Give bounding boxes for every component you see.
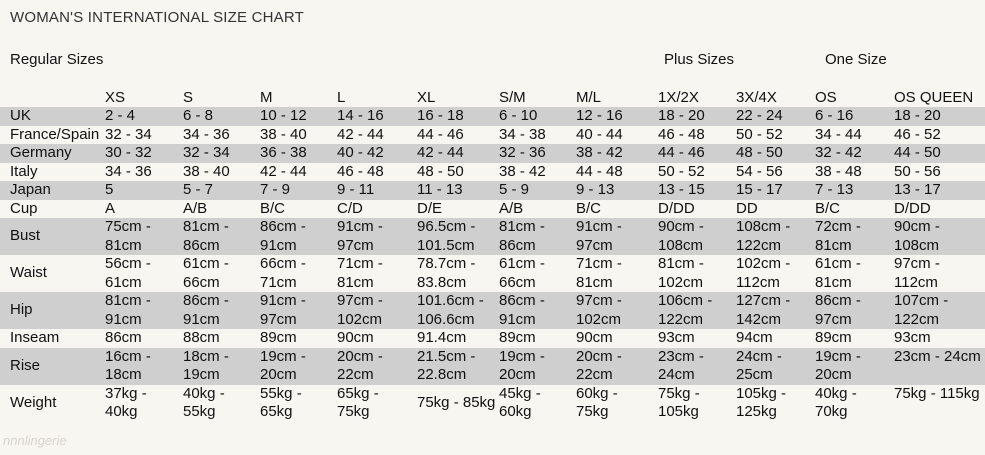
table-cell: 86cm - 91cm xyxy=(250,218,327,255)
table-cell: 44 - 46 xyxy=(417,125,464,143)
table-cell: 91.4cm xyxy=(417,329,467,346)
table-cell: 11 - 13 xyxy=(407,181,489,200)
table-cell: A/B xyxy=(499,199,524,217)
table-cell: 86cm - 97cm xyxy=(805,292,884,329)
table-cell: DD xyxy=(736,199,758,217)
table-cell: 75cm - 81cm xyxy=(95,218,173,255)
table-cell: 40kg - 70kg xyxy=(815,384,857,420)
table-cell: 71cm - 81cm xyxy=(576,255,622,291)
table-cell: 75kg - 115kg xyxy=(894,384,980,402)
row-label: UK xyxy=(0,107,95,126)
column-header: XS xyxy=(105,88,126,106)
table-row xyxy=(0,200,985,219)
table-cell: B/C xyxy=(260,199,286,217)
table-cell: 81cm - 102cm xyxy=(658,255,704,291)
table-row xyxy=(0,292,985,329)
column-header: M xyxy=(260,88,273,106)
table-cell: 44 - 50 xyxy=(884,144,985,163)
table-cell: 34 - 36 xyxy=(105,162,152,180)
table-cell: 44 - 48 xyxy=(576,162,623,180)
table-row xyxy=(0,126,985,145)
table-cell: 78.7cm - 83.8cm xyxy=(417,255,476,291)
table-cell: 86cm xyxy=(105,329,142,346)
table-cell: 86cm - 91cm xyxy=(173,292,250,329)
table-cell: 93cm xyxy=(894,329,931,346)
table-cell: 38 - 48 xyxy=(815,162,862,180)
row-label: Weight xyxy=(10,393,57,411)
column-header-row xyxy=(0,78,985,107)
row-label: Bust xyxy=(0,218,95,255)
table-cell: 32 - 42 xyxy=(805,144,884,163)
table-cell: 101.6cm - 106.6cm xyxy=(407,292,489,329)
table-cell: 89cm xyxy=(815,329,852,346)
table-cell: 5 - 7 xyxy=(173,181,250,200)
table-cell: 13 - 17 xyxy=(884,181,985,200)
table-cell: 71cm - 81cm xyxy=(337,255,383,291)
table-cell: 19cm - 20cm xyxy=(250,348,327,385)
table-cell: 90cm xyxy=(576,329,613,346)
table-cell: D/DD xyxy=(658,199,695,217)
row-label: Waist xyxy=(10,264,47,282)
table-cell: 37kg - 40kg xyxy=(105,384,147,420)
header-empty xyxy=(0,78,95,107)
table-cell: 96.5cm - 101.5cm xyxy=(407,218,489,255)
group-label-regular: Regular Sizes xyxy=(10,51,104,68)
column-header: L xyxy=(337,88,346,106)
table-cell: 93cm xyxy=(658,329,695,346)
table-cell: 19cm - 20cm xyxy=(489,348,566,385)
table-cell: 72cm - 81cm xyxy=(805,218,884,255)
table-cell: 50 - 52 xyxy=(658,162,705,180)
table-cell: 56cm - 61cm xyxy=(105,255,151,291)
table-cell: A xyxy=(105,199,116,217)
table-cell: 13 - 15 xyxy=(648,181,726,200)
table-cell: 81cm - 86cm xyxy=(173,218,250,255)
table-cell: A/B xyxy=(183,199,208,217)
watermark: nnnlingerie xyxy=(3,433,67,448)
table-cell: 97cm - 102cm xyxy=(566,292,648,329)
table-row xyxy=(0,348,985,385)
table-cell: 40 - 44 xyxy=(576,125,623,143)
table-row xyxy=(0,385,985,422)
table-row xyxy=(0,218,985,255)
column-header: 3X/4X xyxy=(736,88,777,106)
table-cell: D/DD xyxy=(894,199,931,217)
table-cell: 90cm - 108cm xyxy=(648,218,726,255)
table-cell: 21.5cm - 22.8cm xyxy=(407,348,489,385)
table-cell: 46 - 48 xyxy=(337,162,384,180)
table-cell: 54 - 56 xyxy=(736,162,783,180)
table-cell: 18 - 20 xyxy=(884,107,985,126)
table-cell: 81cm - 91cm xyxy=(95,292,173,329)
row-label: Germany xyxy=(0,144,95,163)
table-cell: 5 - 9 xyxy=(489,181,566,200)
table-cell: 81cm - 86cm xyxy=(489,218,566,255)
table-cell: 89cm xyxy=(499,329,536,346)
table-cell: 88cm xyxy=(183,329,220,346)
table-cell: 86cm - 91cm xyxy=(489,292,566,329)
table-cell: 94cm xyxy=(736,329,773,346)
table-cell: 46 - 48 xyxy=(658,125,705,143)
table-row xyxy=(0,255,985,292)
table-cell: 90cm - 108cm xyxy=(884,218,985,255)
table-row xyxy=(0,107,985,126)
table-cell: 18cm - 19cm xyxy=(173,348,250,385)
table-cell: 89cm xyxy=(260,329,297,346)
table-cell: 32 - 34 xyxy=(105,125,152,143)
column-header: OS xyxy=(815,88,837,106)
table-cell: 15 - 17 xyxy=(726,181,805,200)
table-cell: 90cm xyxy=(337,329,374,346)
group-label-one-size: One Size xyxy=(825,51,887,68)
table-cell: 102cm - 112cm xyxy=(736,255,791,291)
table-cell: 50 - 52 xyxy=(736,125,783,143)
table-cell: 50 - 56 xyxy=(894,162,941,180)
table-cell: 45kg - 60kg xyxy=(499,384,541,420)
row-label: Italy xyxy=(10,162,38,180)
table-cell: C/D xyxy=(337,199,363,217)
table-cell: 61cm - 66cm xyxy=(183,255,229,291)
table-cell: 127cm - 142cm xyxy=(726,292,805,329)
table-cell: 22 - 24 xyxy=(726,107,805,126)
table-cell: 18 - 20 xyxy=(648,107,726,126)
table-cell: 38 - 42 xyxy=(566,144,648,163)
table-cell: 97cm - 112cm xyxy=(894,255,940,291)
table-cell: 9 - 13 xyxy=(566,181,648,200)
table-cell: 16 - 18 xyxy=(407,107,489,126)
column-header: XL xyxy=(417,88,436,106)
table-cell: B/C xyxy=(576,199,602,217)
table-cell: 42 - 44 xyxy=(260,162,307,180)
table-cell: 60kg - 75kg xyxy=(576,384,618,420)
table-cell: 91cm - 97cm xyxy=(327,218,407,255)
table-cell: 5 xyxy=(95,181,173,200)
table-cell: 91cm - 97cm xyxy=(566,218,648,255)
chart-title: WOMAN'S INTERNATIONAL SIZE CHART xyxy=(10,9,305,26)
table-cell: 42 - 44 xyxy=(407,144,489,163)
table-cell: 20cm - 22cm xyxy=(566,348,648,385)
table-cell: 61cm - 66cm xyxy=(499,255,545,291)
table-cell: 16cm - 18cm xyxy=(95,348,173,385)
row-label: Hip xyxy=(0,292,95,329)
table-cell: 6 - 16 xyxy=(805,107,884,126)
table-cell: 23cm - 24cm xyxy=(648,348,726,385)
row-label: Cup xyxy=(10,199,38,217)
table-cell: D/E xyxy=(417,199,443,217)
group-label-plus: Plus Sizes xyxy=(664,51,735,68)
table-cell: 9 - 11 xyxy=(327,181,407,200)
table-cell: 38 - 42 xyxy=(499,162,546,180)
table-cell: 42 - 44 xyxy=(337,125,384,143)
table-cell: 40kg - 55kg xyxy=(183,384,225,420)
table-cell: 44 - 46 xyxy=(648,144,726,163)
row-label: Rise xyxy=(0,348,95,385)
table-row xyxy=(0,144,985,163)
table-cell: 2 - 4 xyxy=(95,107,173,126)
table-cell: 107cm - 122cm xyxy=(884,292,985,329)
table-cell: 38 - 40 xyxy=(260,125,307,143)
table-cell: 40 - 42 xyxy=(327,144,407,163)
table-cell: 34 - 38 xyxy=(499,125,546,143)
table-cell: 66cm - 71cm xyxy=(260,255,306,291)
row-label: Inseam xyxy=(10,329,60,346)
table-cell: 46 - 52 xyxy=(894,125,941,143)
column-header: M/L xyxy=(576,88,602,106)
table-cell: 30 - 32 xyxy=(95,144,173,163)
table-cell: 6 - 10 xyxy=(489,107,566,126)
table-cell: 7 - 13 xyxy=(805,181,884,200)
size-chart-table xyxy=(0,78,985,422)
table-cell: 61cm - 81cm xyxy=(815,255,861,291)
table-cell: 36 - 38 xyxy=(250,144,327,163)
table-cell: 55kg - 65kg xyxy=(260,384,302,420)
table-cell: 32 - 36 xyxy=(489,144,566,163)
table-cell: 20cm - 22cm xyxy=(327,348,407,385)
table-cell: 12 - 16 xyxy=(566,107,648,126)
table-cell: B/C xyxy=(815,199,841,217)
table-cell: 24cm - 25cm xyxy=(726,348,805,385)
table-cell: 48 - 50 xyxy=(726,144,805,163)
table-cell: 23cm - 24cm xyxy=(884,348,985,385)
table-cell: 6 - 8 xyxy=(173,107,250,126)
table-cell: 65kg - 75kg xyxy=(337,384,379,420)
column-header: 1X/2X xyxy=(658,88,699,106)
table-cell: 38 - 40 xyxy=(183,162,230,180)
table-cell: 34 - 36 xyxy=(183,125,230,143)
table-cell: 97cm - 102cm xyxy=(327,292,407,329)
row-label: France/Spain xyxy=(10,125,100,143)
table-cell: 19cm - 20cm xyxy=(805,348,884,385)
column-header: S xyxy=(183,88,194,106)
table-cell: 105kg - 125kg xyxy=(736,384,787,420)
column-header: S/M xyxy=(499,88,526,106)
table-cell: 75kg - 85kg xyxy=(417,393,496,411)
table-cell: 32 - 34 xyxy=(173,144,250,163)
table-cell: 106cm - 122cm xyxy=(648,292,726,329)
row-label: Japan xyxy=(0,181,95,200)
table-row xyxy=(0,163,985,182)
table-row xyxy=(0,181,985,200)
table-cell: 75kg - 105kg xyxy=(658,384,700,420)
table-cell: 108cm - 122cm xyxy=(726,218,805,255)
table-cell: 91cm - 97cm xyxy=(250,292,327,329)
table-cell: 48 - 50 xyxy=(417,162,464,180)
table-row xyxy=(0,329,985,348)
table-cell: 14 - 16 xyxy=(327,107,407,126)
table-cell: 10 - 12 xyxy=(250,107,327,126)
table-cell: 7 - 9 xyxy=(250,181,327,200)
column-header: OS QUEEN xyxy=(894,89,974,106)
table-cell: 34 - 44 xyxy=(815,125,862,143)
